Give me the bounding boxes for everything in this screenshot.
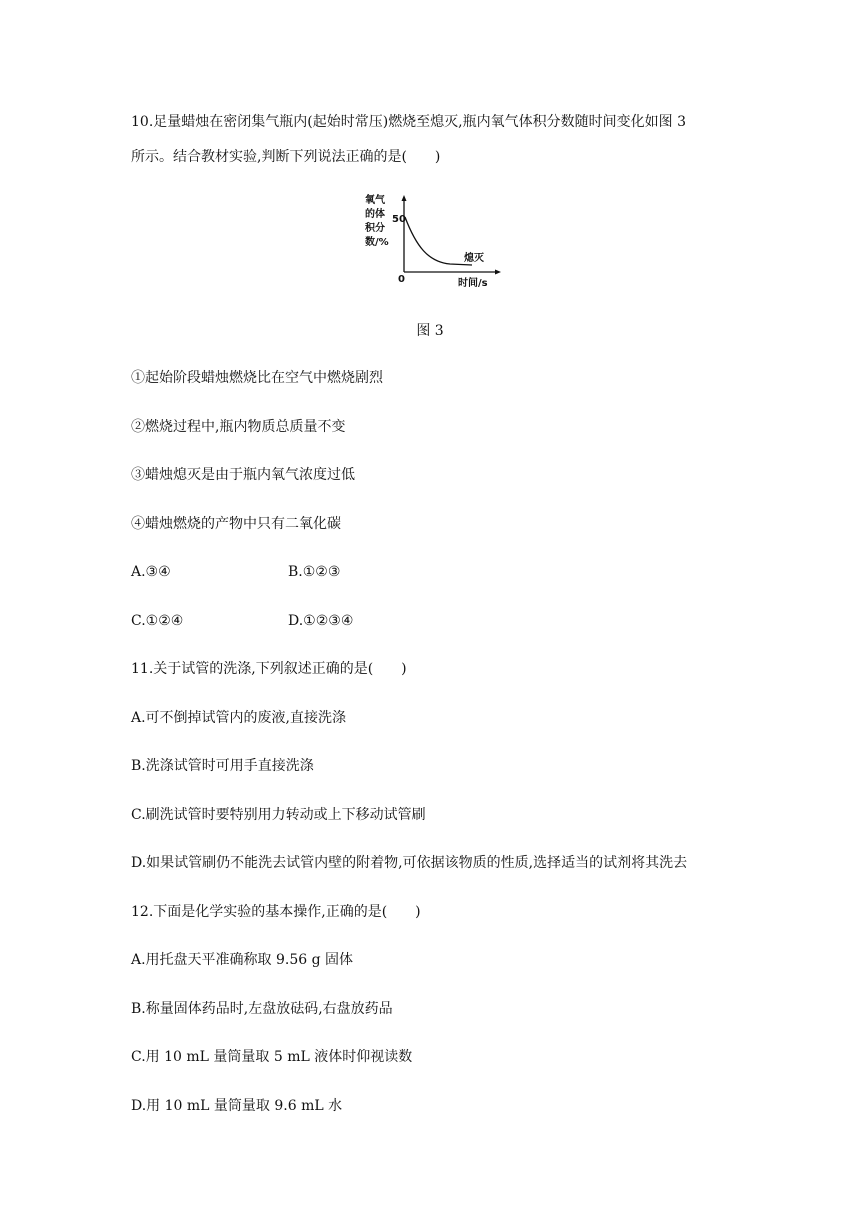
q11-stem: 11.关于试管的洗涤,下列叙述正确的是( ) [131,661,407,677]
q10-option-a: A.③④ [131,564,171,580]
q10-statement-1: ①起始阶段蜡烛燃烧比在空气中燃烧剧烈 [131,370,383,386]
q10-option-d: D.①②③④ [288,613,354,629]
q10-option-c: C.①②④ [131,613,184,629]
q11-option-a: A.可不倒掉试管内的废液,直接洗涤 [131,710,347,726]
q10-stem-line2: 所示。结合教材实验,判断下列说法正确的是( ) [131,149,441,165]
q12-option-a: A.用托盘天平准确称取 9.56 g 固体 [131,952,354,968]
q10-statement-4: ④蜡烛燃烧的产物中只有二氧化碳 [131,516,341,532]
q10-stem-line1: 10.足量蜡烛在密闭集气瓶内(起始时常压)燃烧至熄灭,瓶内氧气体积分数随时间变化如图 3 [131,114,686,130]
q12-option-b: B.称量固体药品时,左盘放砝码,右盘放药品 [131,1001,393,1017]
q12-option-c: C.用 10 mL 量筒量取 5 mL 液体时仰视读数 [131,1049,413,1065]
y-label-line-1: 氧气 [365,195,385,206]
q12-option-d: D.用 10 mL 量筒量取 9.6 mL 水 [131,1098,343,1114]
y-label-line-2: 的体 [365,209,385,220]
x-axis-arrow [495,270,501,275]
q10-statement-2: ②燃烧过程中,瓶内物质总质量不变 [131,419,346,435]
figure-caption: 图 3 [416,323,444,339]
y-axis-label [365,193,389,248]
y-label-line-4: 数/% [365,237,389,248]
q10-option-b: B.①②③ [288,564,341,580]
y-axis-arrow [402,195,407,201]
oxygen-fraction-graph [360,190,510,290]
q11-option-b: B.洗涤试管时可用手直接洗涤 [131,758,314,774]
x-axis-label: 时间/s [458,278,488,289]
q11-option-d: D.如果试管刷仍不能洗去试管内壁的附着物,可依据该物质的性质,选择适当的试剂将其洗去 [131,855,688,871]
q11-option-c: C.刷洗试管时要特别用力转动或上下移动试管刷 [131,807,426,823]
q12-stem: 12.下面是化学实验的基本操作,正确的是( ) [131,904,421,920]
origin-label: 0 [398,274,405,285]
y-label-line-3: 积分 [365,223,385,234]
oxygen-curve [405,217,472,265]
q10-statement-3: ③蜡烛熄灭是由于瓶内氧气浓度过低 [131,467,355,483]
curve-label: 熄灭 [464,253,484,264]
y-tick-label: 50 [392,214,406,225]
